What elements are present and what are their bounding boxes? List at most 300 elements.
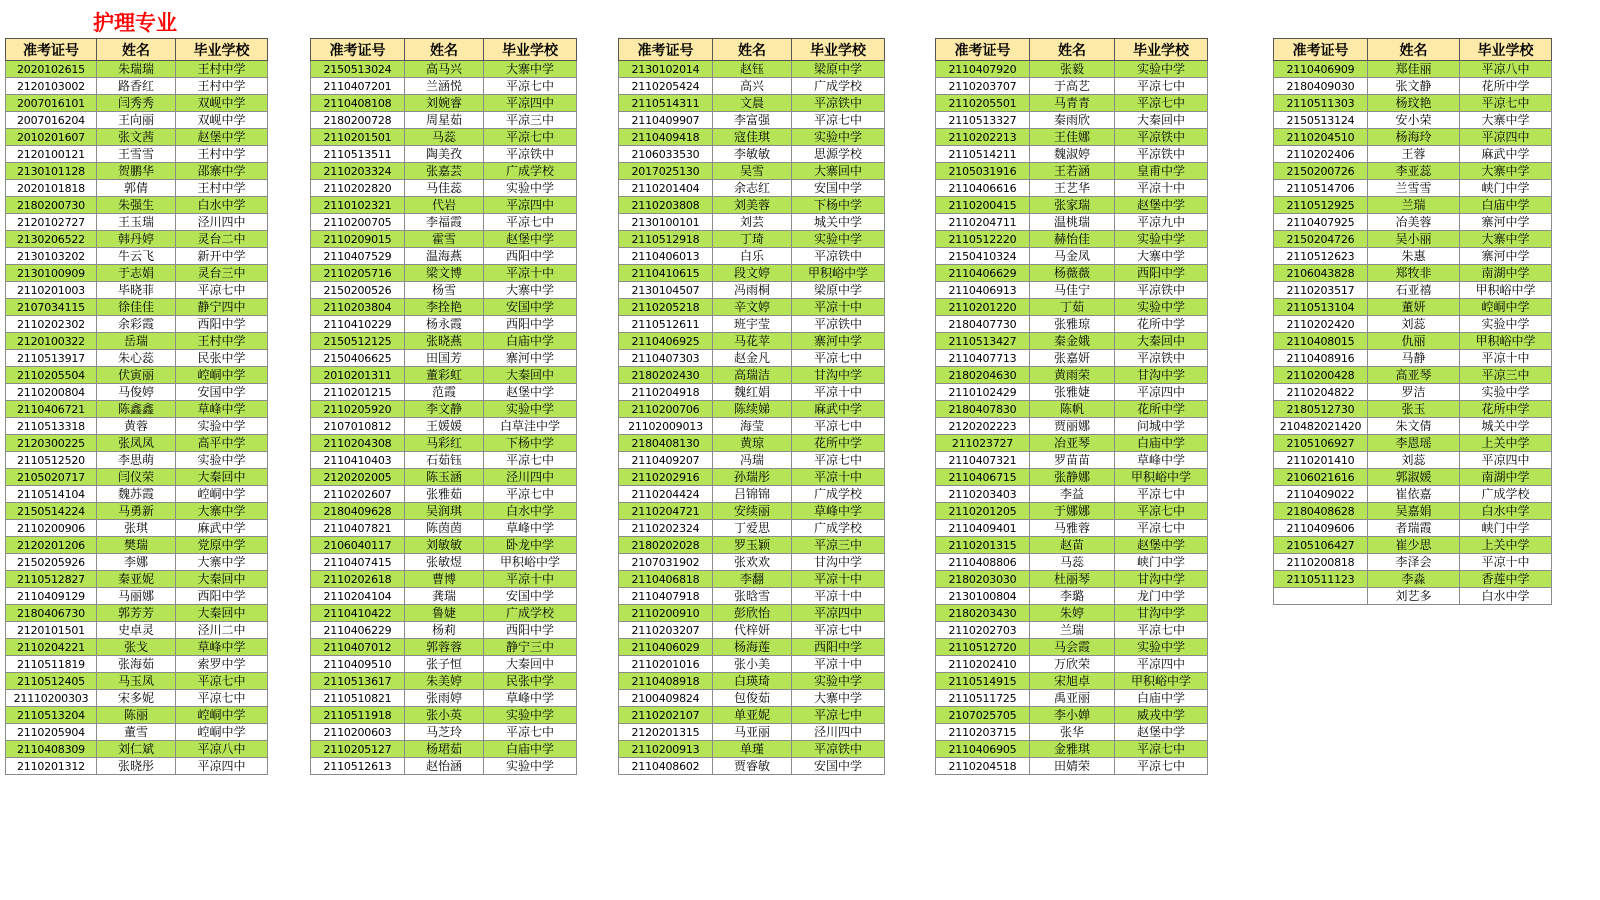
- exam-id-cell: 2110410403: [311, 452, 405, 469]
- table-row: [936, 214, 1208, 231]
- student-name-cell: 杨海玲: [1368, 129, 1460, 146]
- student-name-cell: 张嘉芸: [405, 163, 484, 180]
- table-row: [619, 741, 885, 758]
- table-row: [619, 316, 885, 333]
- school-cell: 实验中学: [484, 401, 577, 418]
- school-cell: 草峰中学: [484, 690, 577, 707]
- school-cell: 静宁三中: [484, 639, 577, 656]
- school-cell: 民张中学: [484, 673, 577, 690]
- table-row: [311, 503, 577, 520]
- student-name-cell: 刘仁斌: [97, 741, 176, 758]
- exam-id-cell: 2180202028: [619, 537, 713, 554]
- exam-id-cell: 2110204711: [936, 214, 1030, 231]
- school-cell: 广成学校: [1460, 486, 1552, 503]
- student-name-cell: 崔少思: [1368, 537, 1460, 554]
- exam-id-cell: 2110205501: [936, 95, 1030, 112]
- school-cell: 白庙中学: [484, 333, 577, 350]
- student-name-cell: 刘敏敏: [405, 537, 484, 554]
- exam-id-cell: 2120100121: [6, 146, 97, 163]
- exam-id-cell: 2020102615: [6, 61, 97, 78]
- school-cell: 上关中学: [1460, 435, 1552, 452]
- student-name-cell: 张小美: [713, 656, 792, 673]
- table-row: [619, 146, 885, 163]
- exam-id-cell: 2110202410: [936, 656, 1030, 673]
- page-title: 护理专业: [93, 11, 177, 35]
- school-cell: 麻武中学: [792, 401, 885, 418]
- table-row: [6, 248, 268, 265]
- student-name-cell: 余志红: [713, 180, 792, 197]
- table-row: [619, 656, 885, 673]
- exam-id-cell: 2180408130: [619, 435, 713, 452]
- school-cell: 大寨中学: [484, 282, 577, 299]
- header-school: 毕业学校: [484, 39, 577, 61]
- school-cell: 泾川四中: [176, 214, 268, 231]
- student-name-cell: 张欢欢: [713, 554, 792, 571]
- table-row: [1274, 571, 1552, 588]
- student-name-cell: 张琪: [97, 520, 176, 537]
- student-name-cell: 张雨婷: [405, 690, 484, 707]
- student-name-cell: 陈玉涵: [405, 469, 484, 486]
- student-name-cell: 周星茹: [405, 112, 484, 129]
- student-name-cell: 张静娜: [1030, 469, 1115, 486]
- student-name-cell: 宋旭卓: [1030, 673, 1115, 690]
- student-name-cell: 黄蓉: [97, 418, 176, 435]
- school-cell: 平凉七中: [1115, 622, 1208, 639]
- exam-id-cell: 2110202302: [6, 316, 97, 333]
- student-name-cell: 赵钰: [713, 61, 792, 78]
- table-row: [936, 61, 1208, 78]
- exam-id-cell: 2110406818: [619, 571, 713, 588]
- student-name-cell: 毕晓菲: [97, 282, 176, 299]
- exam-id-cell: 2107010812: [311, 418, 405, 435]
- school-cell: 平凉铁中: [792, 248, 885, 265]
- table-row: [6, 741, 268, 758]
- exam-id-cell: 2180409628: [311, 503, 405, 520]
- table-row: [619, 214, 885, 231]
- table-row: [619, 350, 885, 367]
- header-name: 姓名: [1030, 39, 1115, 61]
- exam-id-cell: 2180409030: [1274, 78, 1368, 95]
- table-row: [6, 486, 268, 503]
- school-cell: 实验中学: [176, 418, 268, 435]
- table-row: [936, 384, 1208, 401]
- student-name-cell: 张戈: [97, 639, 176, 656]
- table-row: [6, 350, 268, 367]
- exam-id-cell: 2150514224: [6, 503, 97, 520]
- exam-id-cell: 2130102014: [619, 61, 713, 78]
- exam-id-cell: 2110204918: [619, 384, 713, 401]
- exam-id-cell: 2180200728: [311, 112, 405, 129]
- exam-id-cell: 2110204510: [1274, 129, 1368, 146]
- school-cell: 麻武中学: [176, 520, 268, 537]
- table-row: [311, 146, 577, 163]
- exam-id-cell: 2110513617: [311, 673, 405, 690]
- table-row: [619, 78, 885, 95]
- school-cell: 平凉十中: [792, 384, 885, 401]
- table-row: [311, 571, 577, 588]
- exam-id-cell: 2110513917: [6, 350, 97, 367]
- student-name-cell: 温桃瑞: [1030, 214, 1115, 231]
- table-row: [6, 401, 268, 418]
- exam-id-cell: 2110204308: [311, 435, 405, 452]
- school-cell: 大寨中学: [176, 554, 268, 571]
- school-cell: 广成学校: [792, 486, 885, 503]
- exam-id-cell: 2110201315: [936, 537, 1030, 554]
- exam-id-cell: 2110513204: [6, 707, 97, 724]
- school-cell: 花所中学: [1460, 401, 1552, 418]
- exam-id-cell: 2110204721: [619, 503, 713, 520]
- table-row: [936, 112, 1208, 129]
- student-name-cell: 赵怡涵: [405, 758, 484, 775]
- school-cell: 邵寨中学: [176, 163, 268, 180]
- school-cell: 平凉七中: [176, 282, 268, 299]
- exam-id-cell: 2110406013: [619, 248, 713, 265]
- school-cell: 平凉七中: [792, 350, 885, 367]
- table-row: [311, 537, 577, 554]
- school-cell: 安国中学: [792, 758, 885, 775]
- table-row: [1274, 554, 1552, 571]
- table-row: [6, 299, 268, 316]
- student-name-cell: 张雅婕: [1030, 384, 1115, 401]
- table-row: [936, 622, 1208, 639]
- school-cell: 王村中学: [176, 61, 268, 78]
- school-cell: 大秦回中: [484, 656, 577, 673]
- student-name-cell: 刘蕊: [1368, 452, 1460, 469]
- table-row: [311, 520, 577, 537]
- student-name-cell: 王玉瑞: [97, 214, 176, 231]
- table-row: [936, 418, 1208, 435]
- exam-id-cell: 2110202820: [311, 180, 405, 197]
- exam-id-cell: 2180408628: [1274, 503, 1368, 520]
- exam-id-cell: 2120100322: [6, 333, 97, 350]
- exam-id-cell: 2110202324: [619, 520, 713, 537]
- school-cell: 南湖中学: [1460, 469, 1552, 486]
- school-cell: 平凉三中: [1460, 367, 1552, 384]
- exam-id-cell: 2110409207: [619, 452, 713, 469]
- exam-id-cell: 2110203808: [619, 197, 713, 214]
- student-name-cell: 张子恒: [405, 656, 484, 673]
- table-row: [6, 622, 268, 639]
- student-name-cell: 伏寅丽: [97, 367, 176, 384]
- table-row: [619, 622, 885, 639]
- exam-id-cell: 2110409022: [1274, 486, 1368, 503]
- table-row: [311, 707, 577, 724]
- student-name-cell: 马会霞: [1030, 639, 1115, 656]
- school-cell: 实验中学: [792, 231, 885, 248]
- student-name-cell: 黄雨荣: [1030, 367, 1115, 384]
- school-cell: 花所中学: [792, 435, 885, 452]
- table-row: [311, 265, 577, 282]
- table-row: [6, 367, 268, 384]
- student-name-cell: 朱美婷: [405, 673, 484, 690]
- roster-table-3: [618, 38, 885, 775]
- table-row: [1274, 367, 1552, 384]
- school-cell: 草峰中学: [1115, 452, 1208, 469]
- student-name-cell: 高兴: [713, 78, 792, 95]
- school-cell: 梁原中学: [792, 61, 885, 78]
- school-cell: 赵堡中学: [176, 129, 268, 146]
- table-row: [6, 95, 268, 112]
- student-name-cell: 包俊茹: [713, 690, 792, 707]
- student-name-cell: 牛云飞: [97, 248, 176, 265]
- exam-id-cell: 2107031902: [619, 554, 713, 571]
- school-cell: 大秦回中: [176, 469, 268, 486]
- student-name-cell: 秦金娥: [1030, 333, 1115, 350]
- exam-id-cell: 2110407201: [311, 78, 405, 95]
- school-cell: 白庙中学: [1115, 435, 1208, 452]
- table-row: [619, 231, 885, 248]
- table-row: [619, 605, 885, 622]
- table-row: [936, 282, 1208, 299]
- school-cell: 赵堡中学: [1115, 724, 1208, 741]
- table-row: [1274, 452, 1552, 469]
- table-row: [311, 486, 577, 503]
- school-cell: 灵台二中: [176, 231, 268, 248]
- exam-id-cell: 2150406625: [311, 350, 405, 367]
- school-cell: 党原中学: [176, 537, 268, 554]
- student-name-cell: 王蓉: [1368, 146, 1460, 163]
- school-cell: 甘沟中学: [1115, 571, 1208, 588]
- table-row: [1274, 333, 1552, 350]
- exam-id-cell: 2110200913: [619, 741, 713, 758]
- school-cell: 双岘中学: [176, 112, 268, 129]
- exam-id-cell: 2110407321: [936, 452, 1030, 469]
- table-row: [1274, 197, 1552, 214]
- table-row: [311, 367, 577, 384]
- table-row: [1274, 214, 1552, 231]
- table-row: [936, 333, 1208, 350]
- table-row: [619, 112, 885, 129]
- table-row: [311, 452, 577, 469]
- exam-id-cell: 2150512125: [311, 333, 405, 350]
- exam-id-cell: 2110512925: [1274, 197, 1368, 214]
- table-row: [1274, 282, 1552, 299]
- student-name-cell: 于志娟: [97, 265, 176, 282]
- school-cell: 南湖中学: [1460, 265, 1552, 282]
- table-row: [936, 367, 1208, 384]
- school-cell: 大秦回中: [1115, 112, 1208, 129]
- exam-id-cell: 2110204518: [936, 758, 1030, 775]
- student-name-cell: 郭淑媛: [1368, 469, 1460, 486]
- student-name-cell: 马亚丽: [713, 724, 792, 741]
- student-name-cell: 王向丽: [97, 112, 176, 129]
- student-name-cell: 张嘉妍: [1030, 350, 1115, 367]
- exam-id-cell: 2110407713: [936, 350, 1030, 367]
- student-name-cell: 赵金凡: [713, 350, 792, 367]
- school-cell: 大寨中学: [1460, 112, 1552, 129]
- school-cell: 龙门中学: [1115, 588, 1208, 605]
- exam-id-cell: 2110201410: [1274, 452, 1368, 469]
- table-row: [6, 112, 268, 129]
- school-cell: 峡门中学: [1115, 554, 1208, 571]
- student-name-cell: 朱强生: [97, 197, 176, 214]
- exam-id-cell: 2120202223: [936, 418, 1030, 435]
- student-name-cell: 辛文婷: [713, 299, 792, 316]
- student-name-cell: 李富强: [713, 112, 792, 129]
- exam-id-cell: 210482021420: [1274, 418, 1368, 435]
- exam-id-cell: 2110202607: [311, 486, 405, 503]
- table-row: [6, 214, 268, 231]
- student-name-cell: 海莹: [713, 418, 792, 435]
- school-cell: 王村中学: [176, 78, 268, 95]
- table-row: [311, 112, 577, 129]
- school-cell: 平凉铁中: [792, 741, 885, 758]
- exam-id-cell: 2130100101: [619, 214, 713, 231]
- student-name-cell: 董雪: [97, 724, 176, 741]
- exam-id-cell: 2110203804: [311, 299, 405, 316]
- exam-id-cell: 2107034115: [6, 299, 97, 316]
- student-name-cell: 曹博: [405, 571, 484, 588]
- table-row: [311, 214, 577, 231]
- table-row: [311, 690, 577, 707]
- exam-id-cell: 2110512827: [6, 571, 97, 588]
- student-name-cell: 李福霞: [405, 214, 484, 231]
- table-row: [936, 588, 1208, 605]
- school-cell: 安国中学: [484, 588, 577, 605]
- school-cell: 平凉铁中: [1115, 350, 1208, 367]
- table-row: [936, 78, 1208, 95]
- exam-id-cell: 2110511819: [6, 656, 97, 673]
- student-name-cell: 丁琦: [713, 231, 792, 248]
- student-name-cell: 马玉凤: [97, 673, 176, 690]
- school-cell: 平凉十中: [1460, 554, 1552, 571]
- school-cell: 草峰中学: [792, 503, 885, 520]
- exam-id-cell: 2110409129: [6, 588, 97, 605]
- school-cell: 寨河中学: [1460, 248, 1552, 265]
- school-cell: 王村中学: [176, 146, 268, 163]
- exam-id-cell: 2110514104: [6, 486, 97, 503]
- student-name-cell: 杨永霞: [405, 316, 484, 333]
- exam-id-cell: 2150205926: [6, 554, 97, 571]
- student-name-cell: 赵苗: [1030, 537, 1115, 554]
- school-cell: 实验中学: [1115, 639, 1208, 656]
- school-cell: 花所中学: [1460, 78, 1552, 95]
- student-name-cell: 张小英: [405, 707, 484, 724]
- table-row: [1274, 384, 1552, 401]
- table-row: [311, 61, 577, 78]
- school-cell: 甘沟中学: [792, 554, 885, 571]
- exam-id-cell: 2110201205: [936, 503, 1030, 520]
- header-school: 毕业学校: [792, 39, 885, 61]
- exam-id-cell: 2110512220: [936, 231, 1030, 248]
- school-cell: 大秦回中: [484, 367, 577, 384]
- school-cell: 白水中学: [484, 503, 577, 520]
- exam-id-cell: 2110200603: [311, 724, 405, 741]
- school-cell: 高平中学: [176, 435, 268, 452]
- school-cell: 赵堡中学: [484, 384, 577, 401]
- exam-id-cell: 2110202916: [619, 469, 713, 486]
- student-name-cell: 马雅蓉: [1030, 520, 1115, 537]
- exam-id-cell: 2110406229: [311, 622, 405, 639]
- school-cell: 花所中学: [1115, 401, 1208, 418]
- table-row: [6, 282, 268, 299]
- school-cell: 广成学校: [484, 605, 577, 622]
- exam-id-cell: 2110202703: [936, 622, 1030, 639]
- student-name-cell: 陈鑫鑫: [97, 401, 176, 418]
- table-row: [6, 435, 268, 452]
- school-cell: 平凉七中: [1115, 78, 1208, 95]
- student-name-cell: 杨莉: [405, 622, 484, 639]
- student-name-cell: 张晓彤: [97, 758, 176, 775]
- exam-id-cell: 2110406905: [936, 741, 1030, 758]
- student-name-cell: 朱惠: [1368, 248, 1460, 265]
- school-cell: 新开中学: [176, 248, 268, 265]
- school-cell: 安国中学: [176, 384, 268, 401]
- school-cell: 下杨中学: [792, 197, 885, 214]
- school-cell: 广成学校: [484, 163, 577, 180]
- student-name-cell: 马佳蕊: [405, 180, 484, 197]
- exam-id-cell: 2110200415: [936, 197, 1030, 214]
- student-name-cell: 李小婵: [1030, 707, 1115, 724]
- exam-id-cell: 2110200906: [6, 520, 97, 537]
- school-cell: 崆峒中学: [176, 486, 268, 503]
- table-row: [1274, 95, 1552, 112]
- student-name-cell: 罗苗苗: [1030, 452, 1115, 469]
- school-cell: 赵堡中学: [1115, 537, 1208, 554]
- exam-id-cell: 2110409510: [311, 656, 405, 673]
- table-row: [1274, 520, 1552, 537]
- school-cell: 平凉四中: [792, 605, 885, 622]
- exam-id-cell: 2150200726: [1274, 163, 1368, 180]
- exam-id-cell: 2110201404: [619, 180, 713, 197]
- table-row: [619, 299, 885, 316]
- table-row: [619, 384, 885, 401]
- exam-id-cell: 2110513511: [311, 146, 405, 163]
- school-cell: 实验中学: [792, 673, 885, 690]
- table-row: [936, 265, 1208, 282]
- student-name-cell: 者瑞霞: [1368, 520, 1460, 537]
- student-name-cell: 闫仪荣: [97, 469, 176, 486]
- school-cell: 西阳中学: [792, 639, 885, 656]
- school-cell: 大秦回中: [1115, 333, 1208, 350]
- student-name-cell: 冶亚琴: [1030, 435, 1115, 452]
- school-cell: 大寨中学: [1115, 248, 1208, 265]
- school-cell: 实验中学: [1115, 231, 1208, 248]
- table-row: [6, 537, 268, 554]
- student-name-cell: 陈帆: [1030, 401, 1115, 418]
- table-row: [311, 401, 577, 418]
- school-cell: 平凉铁中: [792, 95, 885, 112]
- table-row: [936, 537, 1208, 554]
- table-row: [936, 452, 1208, 469]
- table-row: [6, 503, 268, 520]
- exam-id-cell: 2130206522: [6, 231, 97, 248]
- school-cell: 甲积峪中学: [1115, 673, 1208, 690]
- table-row: [6, 197, 268, 214]
- student-name-cell: 刘美蓉: [713, 197, 792, 214]
- exam-id-cell: 2120201206: [6, 537, 97, 554]
- header-name: 姓名: [713, 39, 792, 61]
- table-row: [619, 418, 885, 435]
- student-name-cell: 王雪雪: [97, 146, 176, 163]
- exam-id-cell: 2110102429: [936, 384, 1030, 401]
- table-row: [936, 316, 1208, 333]
- table-row: [311, 656, 577, 673]
- school-cell: 平凉七中: [1115, 486, 1208, 503]
- table-row: [6, 146, 268, 163]
- school-cell: 实验中学: [1115, 61, 1208, 78]
- table-row: [1274, 78, 1552, 95]
- school-cell: 赵堡中学: [484, 231, 577, 248]
- student-name-cell: 吴小丽: [1368, 231, 1460, 248]
- table-row: [6, 605, 268, 622]
- exam-id-cell: 2110408918: [619, 673, 713, 690]
- exam-id-cell: 2110510821: [311, 690, 405, 707]
- school-cell: 平凉铁中: [792, 316, 885, 333]
- student-name-cell: 马蕊: [405, 129, 484, 146]
- student-name-cell: 文晨: [713, 95, 792, 112]
- exam-id-cell: 2110203707: [936, 78, 1030, 95]
